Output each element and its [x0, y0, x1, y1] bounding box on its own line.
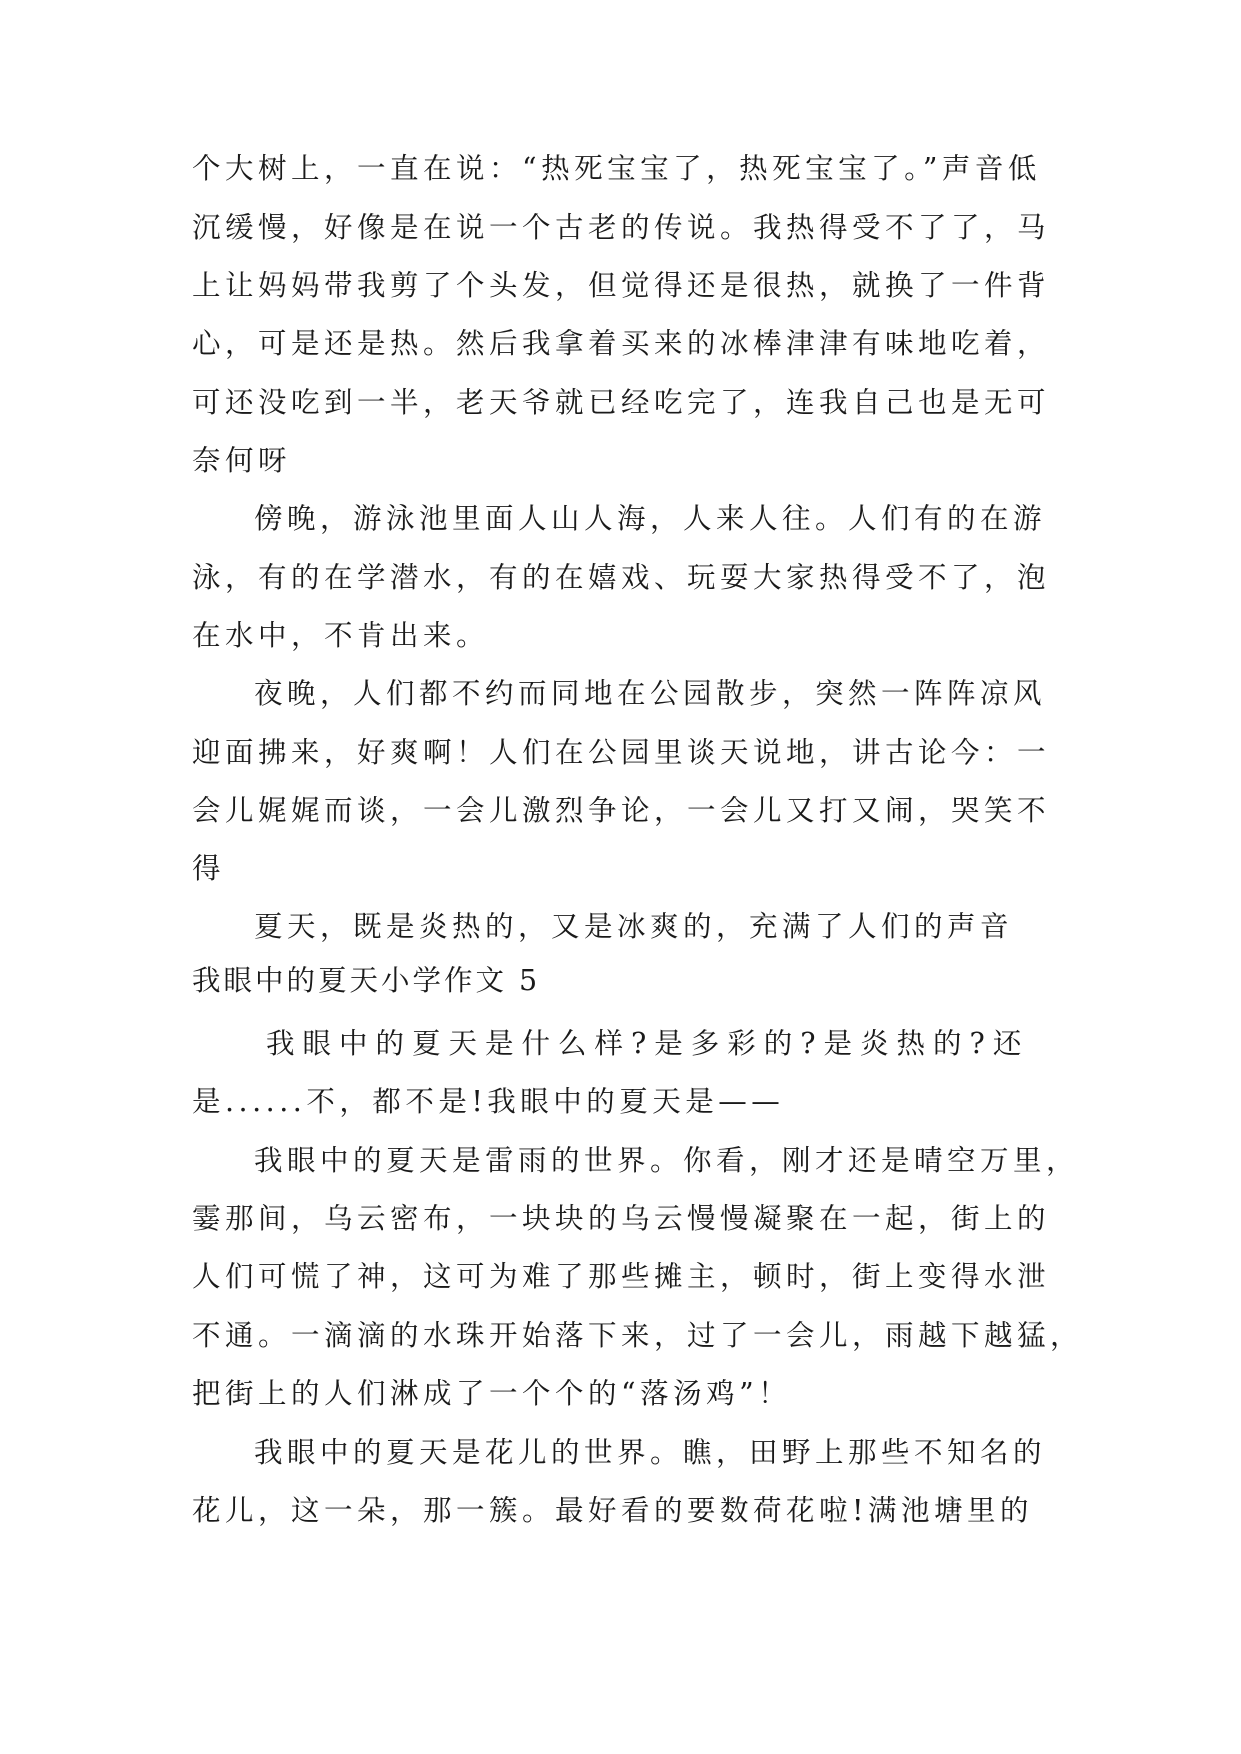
text-line: 我眼中的夏天是雷雨的世界。你看，刚才还是晴空万里，: [254, 1144, 1080, 1177]
text-line: 是......不，都不是!我眼中的夏天是——: [192, 1085, 785, 1118]
text-line: 泳，有的在学潜水，有的在嬉戏、玩耍大家热得受不了，泡: [192, 561, 1051, 594]
text-line: 心，可是还是热。然后我拿着买来的冰棒津津有味地吃着，: [192, 327, 1051, 360]
text-line: 迎面拂来，好爽啊！人们在公园里谈天说地，讲古论今：一: [192, 736, 1051, 769]
text-line: 奈何呀: [192, 444, 292, 477]
text-line: 把街上的人们淋成了一个个的“落汤鸡”！: [192, 1377, 792, 1410]
text-line: 夏天，既是炎热的，又是冰爽的，充满了人们的声音: [254, 910, 1014, 943]
text-line: 花儿，这一朵，那一簇。最好看的要数荷花啦!满池塘里的: [192, 1494, 1033, 1527]
text-line: 不通。一滴滴的水珠开始落下来，过了一会儿，雨越下越猛，: [192, 1319, 1084, 1352]
text-line: 夜晚，人们都不约而同地在公园散步，突然一阵阵凉风: [254, 677, 1047, 710]
text-line: 我眼中的夏天是什么样?是多彩的?是炎热的?还: [266, 1027, 1030, 1060]
text-line: 得: [192, 852, 226, 885]
text-line: 会儿娓娓而谈，一会儿激烈争论，一会儿又打又闹，哭笑不: [192, 794, 1051, 827]
text-line: 个大树上，一直在说：“热死宝宝了，热死宝宝了。”声音低: [192, 152, 1041, 185]
text-line: 上让妈妈带我剪了个头发，但觉得还是很热，就换了一件背: [192, 269, 1051, 302]
text-line: 霎那间，乌云密布，一块块的乌云慢慢凝聚在一起，街上的: [192, 1202, 1051, 1235]
section-heading: 我眼中的夏天小学作文 5: [192, 964, 541, 997]
text-line: 我眼中的夏天是花儿的世界。瞧，田野上那些不知名的: [254, 1436, 1047, 1469]
text-line: 可还没吃到一半，老天爷就已经吃完了，连我自己也是无可: [192, 386, 1051, 419]
text-line: 人们可慌了神，这可为难了那些摊主，顿时，街上变得水泄: [192, 1260, 1051, 1293]
text-line: 傍晚，游泳池里面人山人海，人来人往。人们有的在游: [254, 502, 1047, 535]
text-line: 沉缓慢，好像是在说一个古老的传说。我热得受不了了，马: [192, 211, 1051, 244]
text-line: 在水中，不肯出来。: [192, 619, 490, 652]
